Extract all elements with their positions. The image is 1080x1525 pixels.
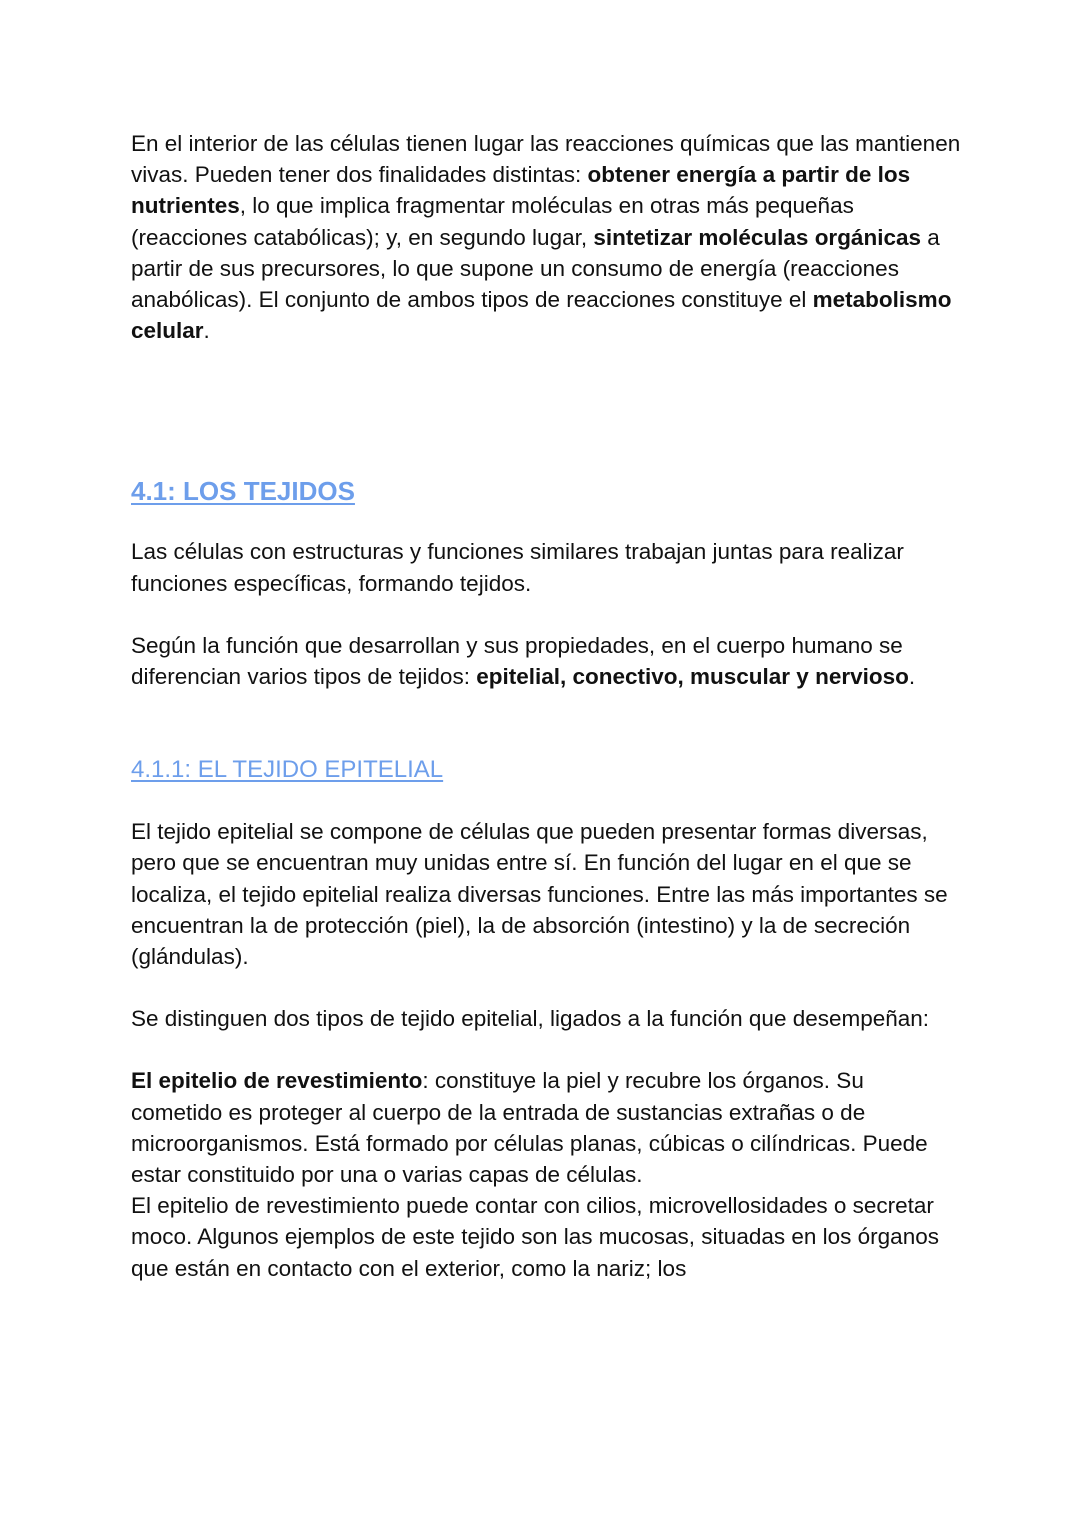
epitelial-paragraph-4: El epitelio de revestimiento puede contar con cilios, microvellosidades o secretar moco. Algunos ejemplos de este tejido son las mucosas, situadas en los órganos que están en contacto con el exterior, como la nariz; los [131, 1193, 939, 1281]
epitelial-paragraph-1: El tejido epitelial se compone de células que pueden presentar formas diversas, pero que se encuentran muy unidas entre sí. En función del lugar en el que se localiza, el tejido epitelial realiza diversas funciones. Entre las más importantes se encuentran la de protección (piel), la de absorción (intestino) y la de secreción (glándulas). [131, 819, 948, 970]
heading-los-tejidos: 4.1: LOS TEJIDOS [131, 476, 355, 507]
bold-revestimiento: El epitelio de revestimiento [131, 1068, 423, 1094]
document-page [131, 128, 961, 1284]
tejidos-paragraph-1: Las células con estructuras y funciones similares trabajan juntas para realizar funciones específicas, formando tejidos. [131, 539, 904, 596]
tejidos-paragraph-2: Según la función que desarrollan y sus propiedades, en el cuerpo humano se diferencian varios tipos de tejidos: epitelial, conectivo, muscular y nervioso. [131, 632, 916, 690]
bold-metabolism: metabolismo celular [131, 287, 952, 344]
epitelial-paragraph-2: Se distinguen dos tipos de tejido epitelial, ligados a la función que desempeñan: [131, 1006, 930, 1032]
epitelial-paragraph-3: El epitelio de revestimiento: constituye la piel y recubre los órganos. Su cometido es proteger al cuerpo de la entrada de sustancias extrañas o de microorganismos. Está formado por células planas, cúbicas o cilíndricas. Puede estar constituido por una o varias capas de células. [131, 1068, 928, 1188]
heading-tejido-epitelial: 4.1.1: EL TEJIDO EPITELIAL [131, 756, 444, 784]
bold-energy: obtener energía a partir de los nutrientes [131, 162, 911, 219]
intro-paragraph: En el interior de las células tienen lugar las reacciones químicas que las mantienen vivas. Pueden tener dos finalidades distintas: obtener energía a partir de los nutrientes, lo que implica fragmentar moléculas en otras más pequeñas (reacciones catabólicas); y, en segundo lugar, sintetizar moléculas orgánicas a partir de sus precursores, lo que supone un consumo de energía (reacciones anabólicas). El conjunto de ambos tipos de reacciones constituye el metabolismo celular. [131, 131, 961, 344]
bold-tissue-types: epitelial, conectivo, muscular y nervioso [476, 664, 909, 690]
bold-synthesis: sintetizar moléculas orgánicas [593, 224, 921, 250]
